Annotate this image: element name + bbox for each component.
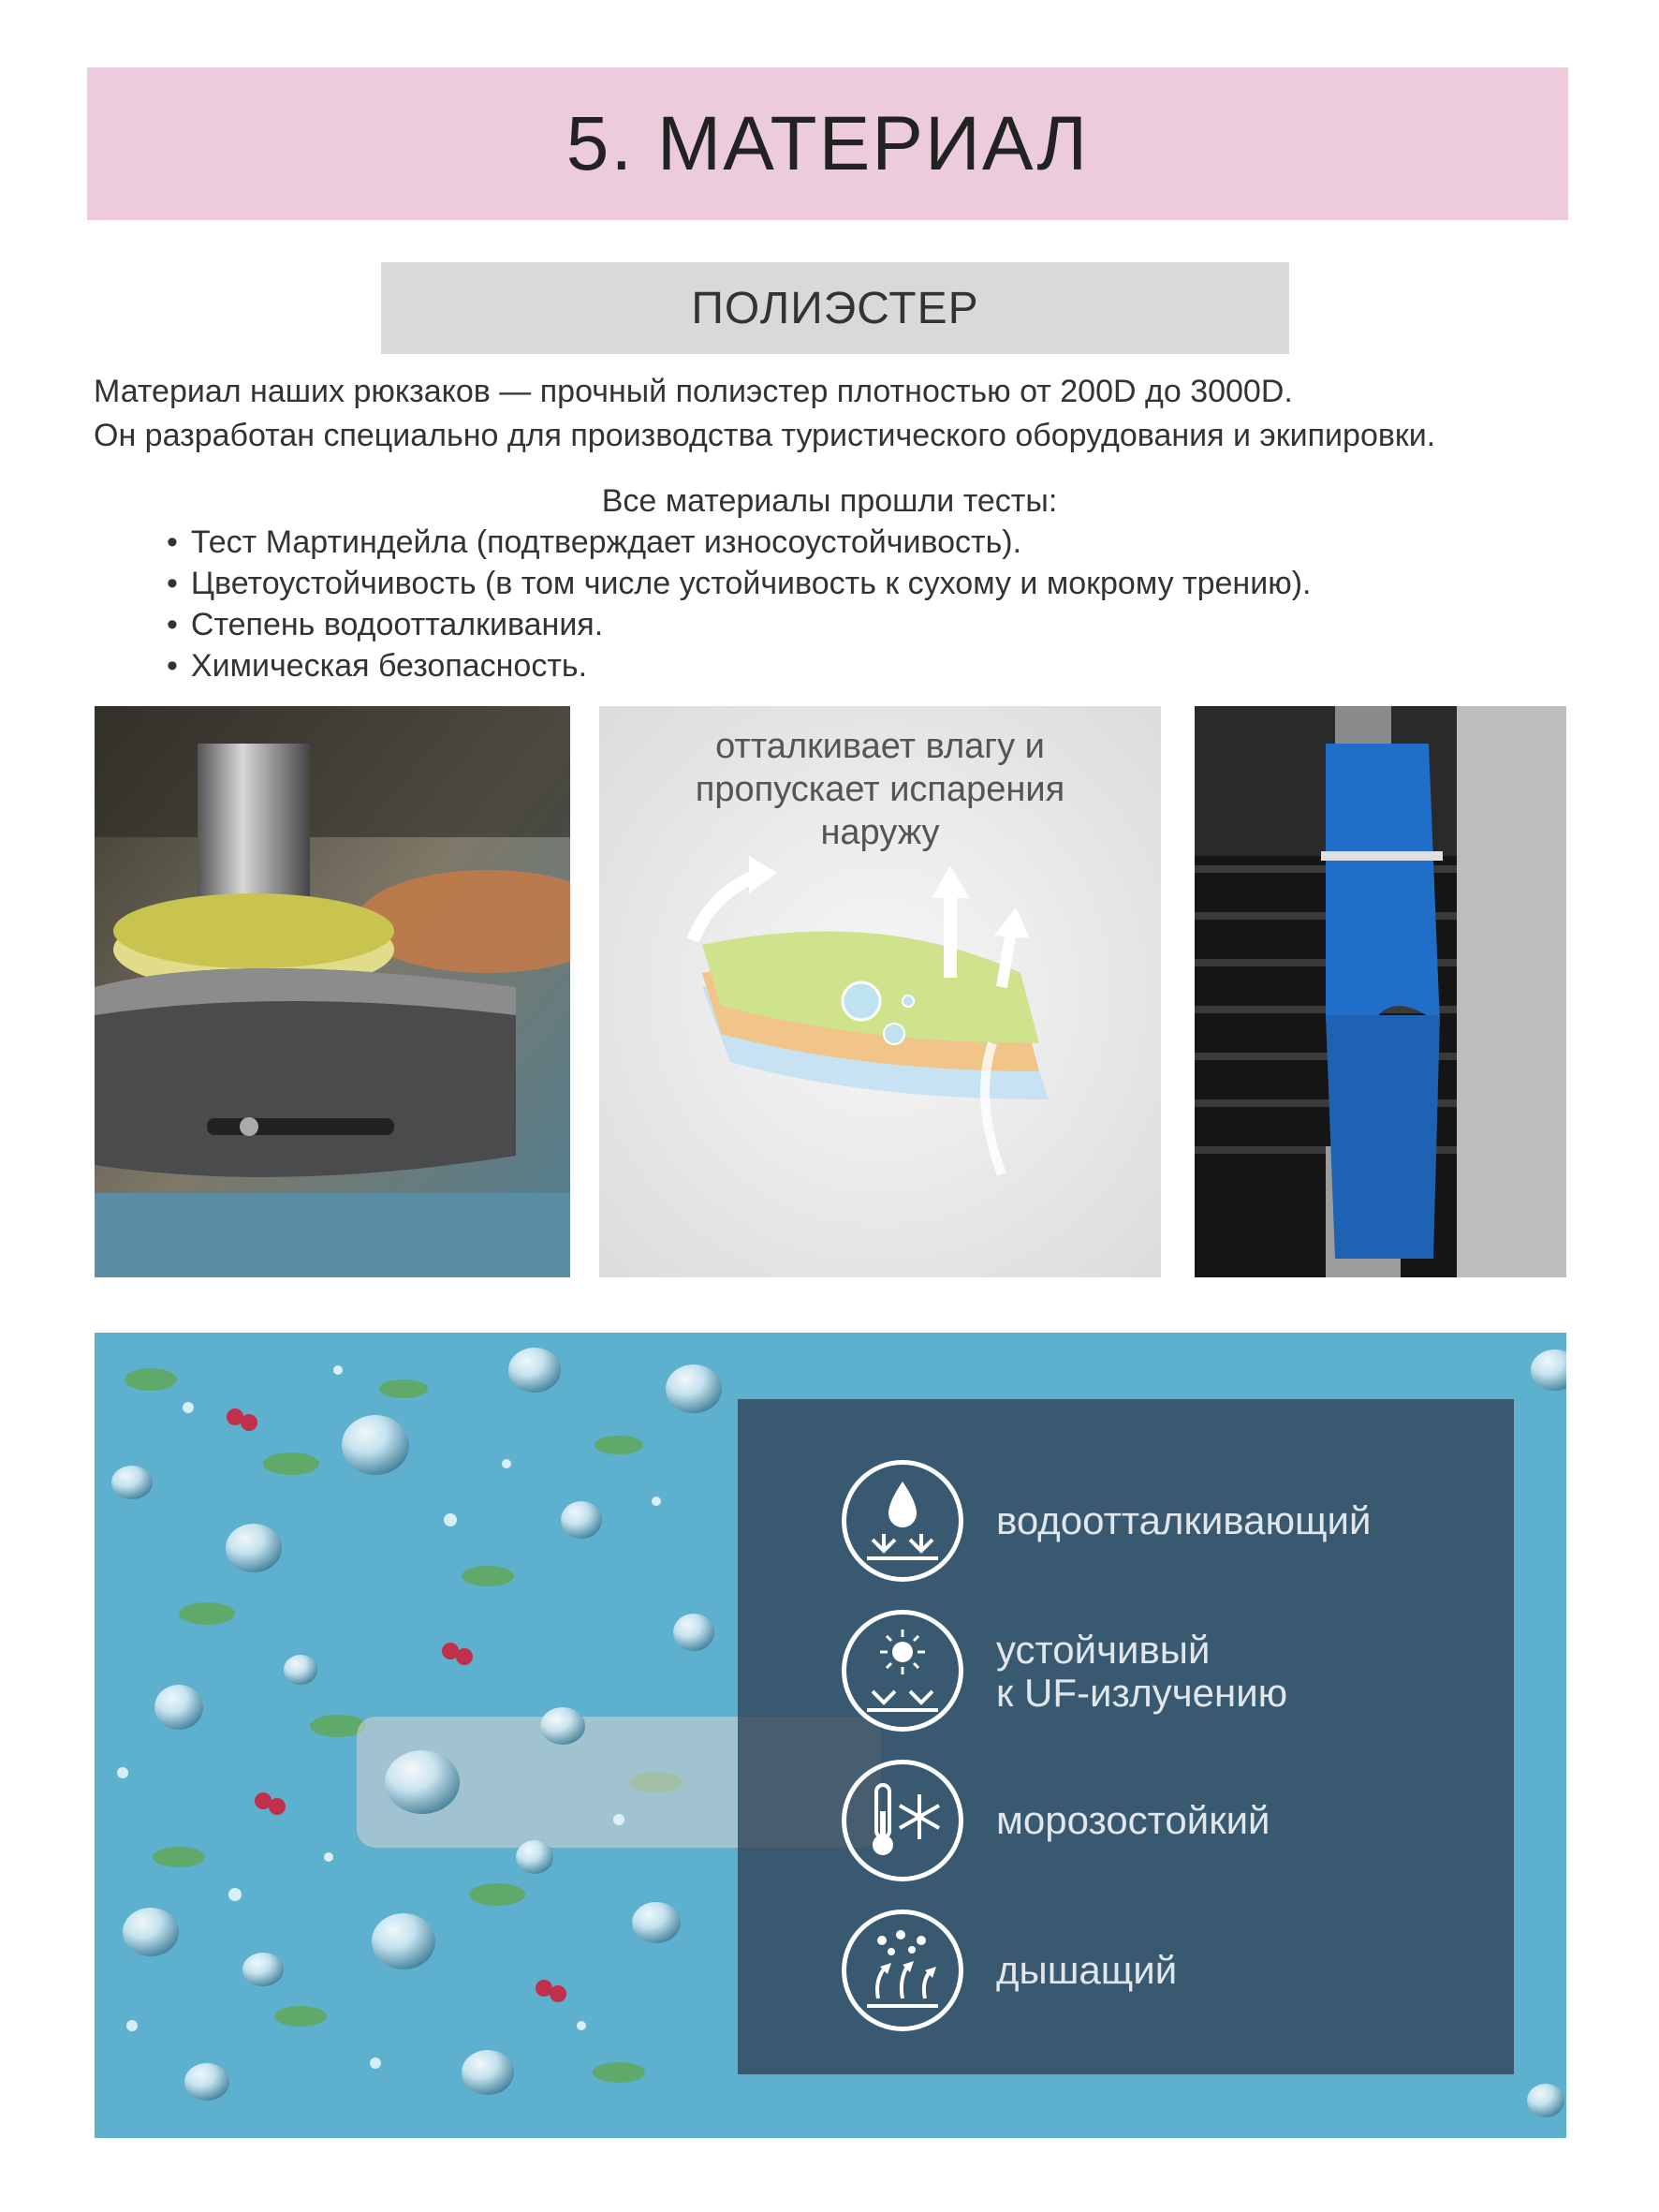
tensile-test-photo bbox=[1195, 706, 1566, 1277]
tensile-test-image bbox=[1195, 706, 1566, 1277]
thermometer-snowflake-icon bbox=[842, 1760, 963, 1881]
feature-frost-resistant bbox=[738, 1750, 1514, 1900]
page-title: 5. МАТЕРИАЛ bbox=[565, 100, 1090, 186]
martindale-tester-image bbox=[95, 706, 570, 1277]
feature-label: морозостойкий bbox=[996, 1798, 1270, 1842]
tests-title: Все материалы прошли тесты: bbox=[601, 483, 1058, 519]
list-item: • Химическая безопасность. bbox=[167, 645, 1311, 686]
features-panel bbox=[738, 1399, 1514, 2074]
water-repellent-banner bbox=[95, 1333, 1566, 2138]
martindale-tester-photo bbox=[95, 706, 570, 1277]
feature-label: устойчивый к UF-излучению bbox=[996, 1628, 1288, 1715]
list-item: • Степень водоотталкивания. bbox=[167, 604, 1311, 645]
list-item: • Цветоустойчивость (в том числе устойчивость к сухому и мокрому трению). bbox=[167, 563, 1311, 604]
water-drop-icon bbox=[842, 1460, 963, 1582]
feature-label: водоотталкивающий bbox=[996, 1498, 1372, 1542]
intro-line-2: Он разработан специально для производства туристического оборудования и экипировки. bbox=[94, 418, 1436, 453]
membrane-illustration bbox=[599, 706, 1161, 1277]
vapor-caption: отталкивает влагу и пропускает испарения наружу bbox=[695, 727, 1065, 852]
intro-text bbox=[94, 370, 1592, 458]
feature-water-repellent bbox=[738, 1451, 1514, 1600]
tests-list bbox=[167, 522, 1311, 686]
feature-label: дышащий bbox=[996, 1948, 1178, 1992]
intro-line-1: Материал наших рюкзаков — прочный полиэстер плотностью от 200D до 3000D. bbox=[94, 374, 1293, 409]
section-band bbox=[381, 262, 1289, 354]
sun-icon bbox=[842, 1610, 963, 1732]
feature-breathable bbox=[738, 1900, 1514, 2050]
breathable-icon bbox=[842, 1910, 963, 2031]
title-band bbox=[87, 67, 1568, 220]
feature-uv-resistant bbox=[738, 1600, 1514, 1750]
list-item: • Тест Мартиндейла (подтверждает износоустойчивость). bbox=[167, 522, 1311, 563]
section-title: ПОЛИЭСТЕР bbox=[691, 283, 979, 333]
